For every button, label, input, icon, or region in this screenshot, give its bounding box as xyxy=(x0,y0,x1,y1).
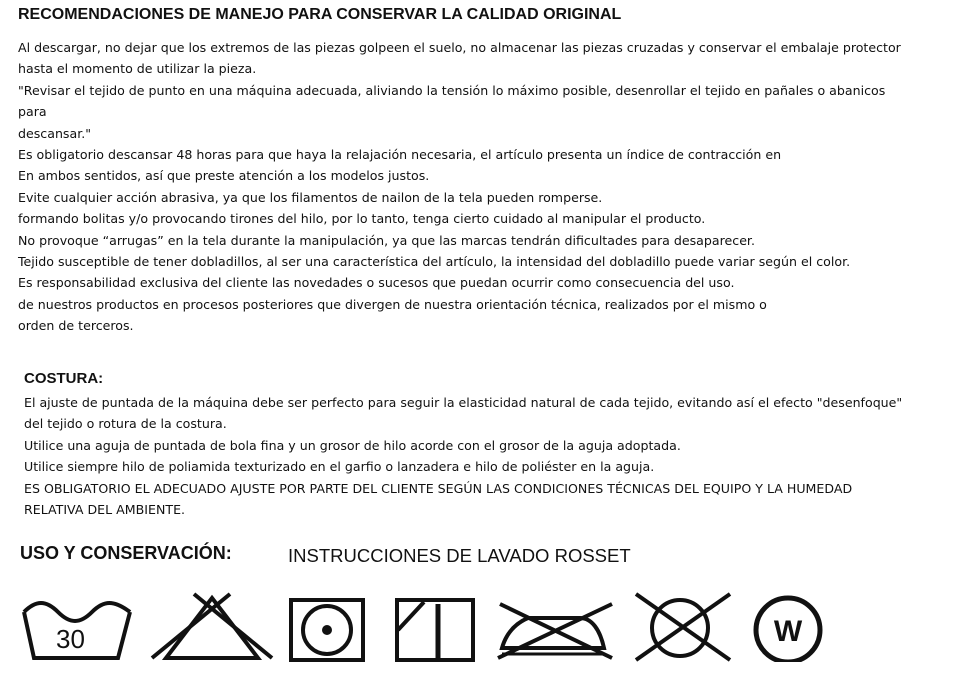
handling-line: Es responsabilidad exclusiva del cliente las novedades o sucesos que puedan ocurrir como consecuencia del uso. xyxy=(18,275,735,291)
sewing-line: RELATIVA DEL AMBIENTE. xyxy=(24,502,186,518)
care-heading: USO Y CONSERVACIÓN: xyxy=(20,543,232,563)
handling-line: Evite cualquier acción abrasiva, ya que los filamentos de nailon de la tela pueden romperse. xyxy=(18,189,603,205)
drip-dry-shade-icon xyxy=(394,590,478,662)
sewing-line: ES OBLIGATORIO EL ADECUADO AJUSTE POR PARTE DEL CLIENTE SEGÚN LAS CONDICIONES TÉCNICAS DEL EQUIPO Y LA HUMEDAD xyxy=(24,480,853,496)
handling-line: descansar." xyxy=(18,125,92,141)
sewing-line: Utilice una aguja de puntada de bola fina y un grosor de hilo acorde con el grosor de la aguja adoptada. xyxy=(24,437,681,453)
wet-clean-icon xyxy=(750,590,830,662)
sewing-line: El ajuste de puntada de la máquina debe ser perfecto para seguir la elasticidad natural de cada tejido, evitando así el efecto "desenfoque" xyxy=(24,395,903,410)
sewing-line: Utilice siempre hilo de poliamida texturizado en el garfio o lanzadera e hilo de poliéster en la aguja. xyxy=(24,459,655,475)
sewing-line: del tejido o rotura de la costura. xyxy=(24,416,227,432)
care-subheading: INSTRUCCIONES DE LAVADO ROSSET xyxy=(288,545,631,566)
wash-temperature: 30 xyxy=(56,624,85,654)
handling-line: Al descargar, no dejar que los extremos de las piezas golpeen el suelo, no almacenar las piezas cruzadas y conservar el embalaje protector xyxy=(18,40,901,55)
do-not-bleach-icon xyxy=(146,590,278,662)
handling-line: "Revisar el tejido de punto en una máquina adecuada, aliviando la tensión lo máximo posible, desenrollar el tejido en pañales o abanicos xyxy=(18,82,886,98)
handling-line: hasta el momento de utilizar la pieza. xyxy=(18,61,257,77)
handling-line: Es obligatorio descansar 48 horas para que haya la relajación necesaria, el artículo presenta un índice de contracción en xyxy=(18,147,782,163)
handling-line: Tejido susceptible de tener dobladillos, al ser una característica del artículo, la intensidad del dobladillo puede variar según el color. xyxy=(18,254,851,270)
document-title: RECOMENDACIONES DE MANEJO PARA CONSERVAR LA CALIDAD ORIGINAL xyxy=(18,6,622,23)
care-symbols xyxy=(0,590,970,670)
handling-line: para xyxy=(18,104,47,120)
tumble-dry-low-icon xyxy=(288,590,368,662)
handling-line: de nuestros productos en procesos posteriores que divergen de nuestra orientación técnica, realizados por el mismo o xyxy=(18,296,767,312)
wet-clean-label: W xyxy=(773,615,803,648)
handling-line: No provoque “arrugas” en la tela durante la manipulación, ya que las marcas tendrán dificultades para desaparecer. xyxy=(18,232,755,248)
wash-30-icon xyxy=(20,590,136,660)
sewing-section xyxy=(24,392,954,520)
do-not-dry-clean-icon xyxy=(630,590,734,662)
sewing-heading: COSTURA: xyxy=(24,370,104,387)
handling-line: En ambos sentidos, así que preste atención a los modelos justos. xyxy=(18,168,430,184)
handling-line: orden de terceros. xyxy=(18,318,134,334)
handling-line: formando bolitas y/o provocando tirones del hilo, por lo tanto, tenga cierto cuidado al manipular el producto. xyxy=(18,211,706,227)
do-not-iron-icon xyxy=(492,590,618,662)
handling-section xyxy=(18,37,948,337)
